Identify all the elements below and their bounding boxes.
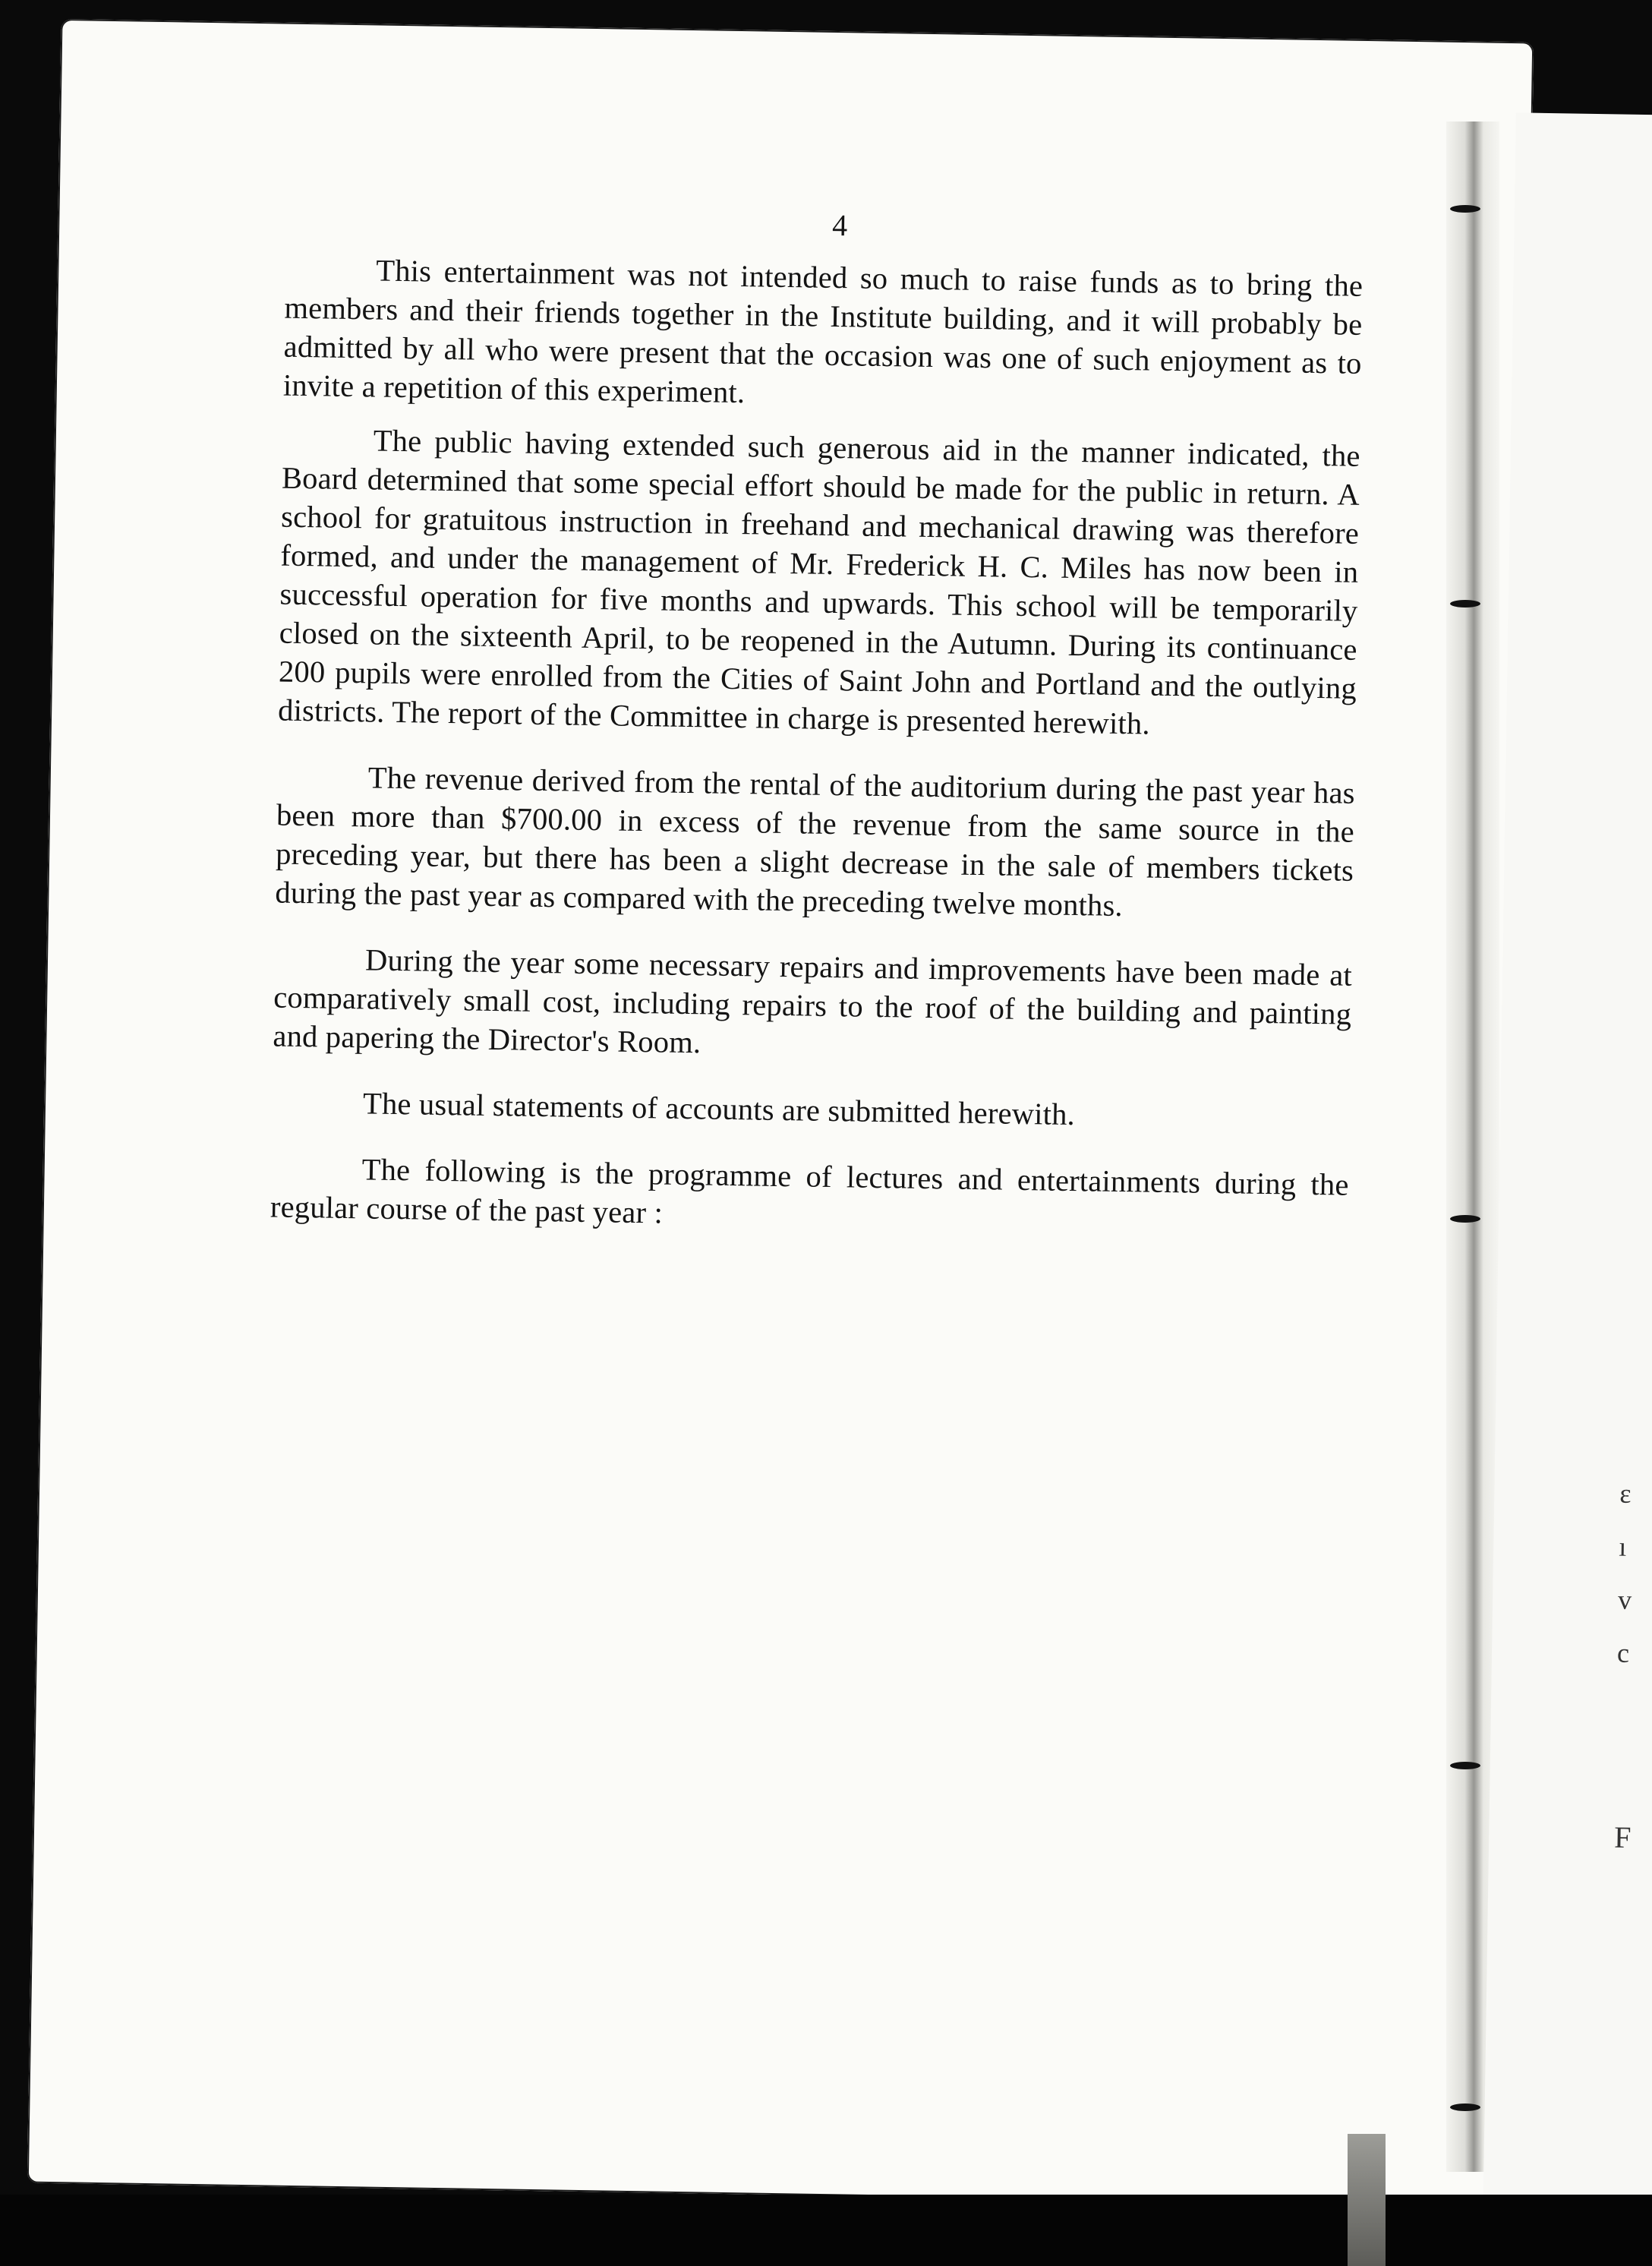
paragraph-drawing-school: The public having extended such generous aid in the manner indicated, the Board determined that some special effort should be made for the public in return. A school for gratuitous instruction in freehand and mechanical drawing was therefore formed, and under the management of Mr. Frederick H. C. Miles has now been in successful operation for five months and upwards. This school will be temporarily closed on the sixteenth April, to be reopened in the Autumn. During its continuance 200 pupils were enrolled from the Cities of Saint John and Portland and the outlying districts. The report of the Committee in charge is presented herewith. [277, 423, 1361, 741]
paragraph-entertainment: This entertainment was not intended so much to raise funds as to bring the members and their friends together in the Institute building, and it will probably be admitted by all who were present that the occasion was one of such enjoyment as to invite a repetition of this experiment. [282, 253, 1364, 410]
binding-clip [1348, 2134, 1386, 2266]
facing-page-fragment: ɛ [1619, 1478, 1632, 1509]
binding-stitch [1450, 1762, 1480, 1769]
paragraph-repairs: During the year some necessary repairs and improvements have been made at comparatively small cost, including repairs to the roof of the building and painting and papering the Director's Room. [273, 942, 1353, 1060]
paragraph-programme: The following is the programme of lectures and entertainments during the regular course of the past year : [270, 1152, 1349, 1230]
facing-page-fragment: F [1613, 1819, 1632, 1854]
binding-stitch [1450, 205, 1480, 213]
paragraph-accounts: The usual statements of accounts are submitted herewith. [362, 1086, 1076, 1132]
facing-page-fragment: c [1616, 1637, 1630, 1668]
page-number: 4 [831, 207, 848, 243]
binding-stitch [1450, 2103, 1480, 2111]
binding-stitch [1450, 1215, 1480, 1223]
page-text [270, 197, 1364, 1258]
binding-stitch [1450, 600, 1480, 608]
document-page [27, 19, 1534, 2206]
facing-page-fragment: ı [1618, 1531, 1627, 1562]
facing-page-fragment: v [1617, 1584, 1632, 1615]
scan-background [0, 2195, 1652, 2266]
paragraph-revenue: The revenue derived from the rental of the auditorium during the past year has been more than $700.00 in excess of the revenue from the same source in the preceding year, but there has been a slight decrease in the sale of members tickets during the past year as compared with the preceding twelve months. [275, 760, 1356, 923]
